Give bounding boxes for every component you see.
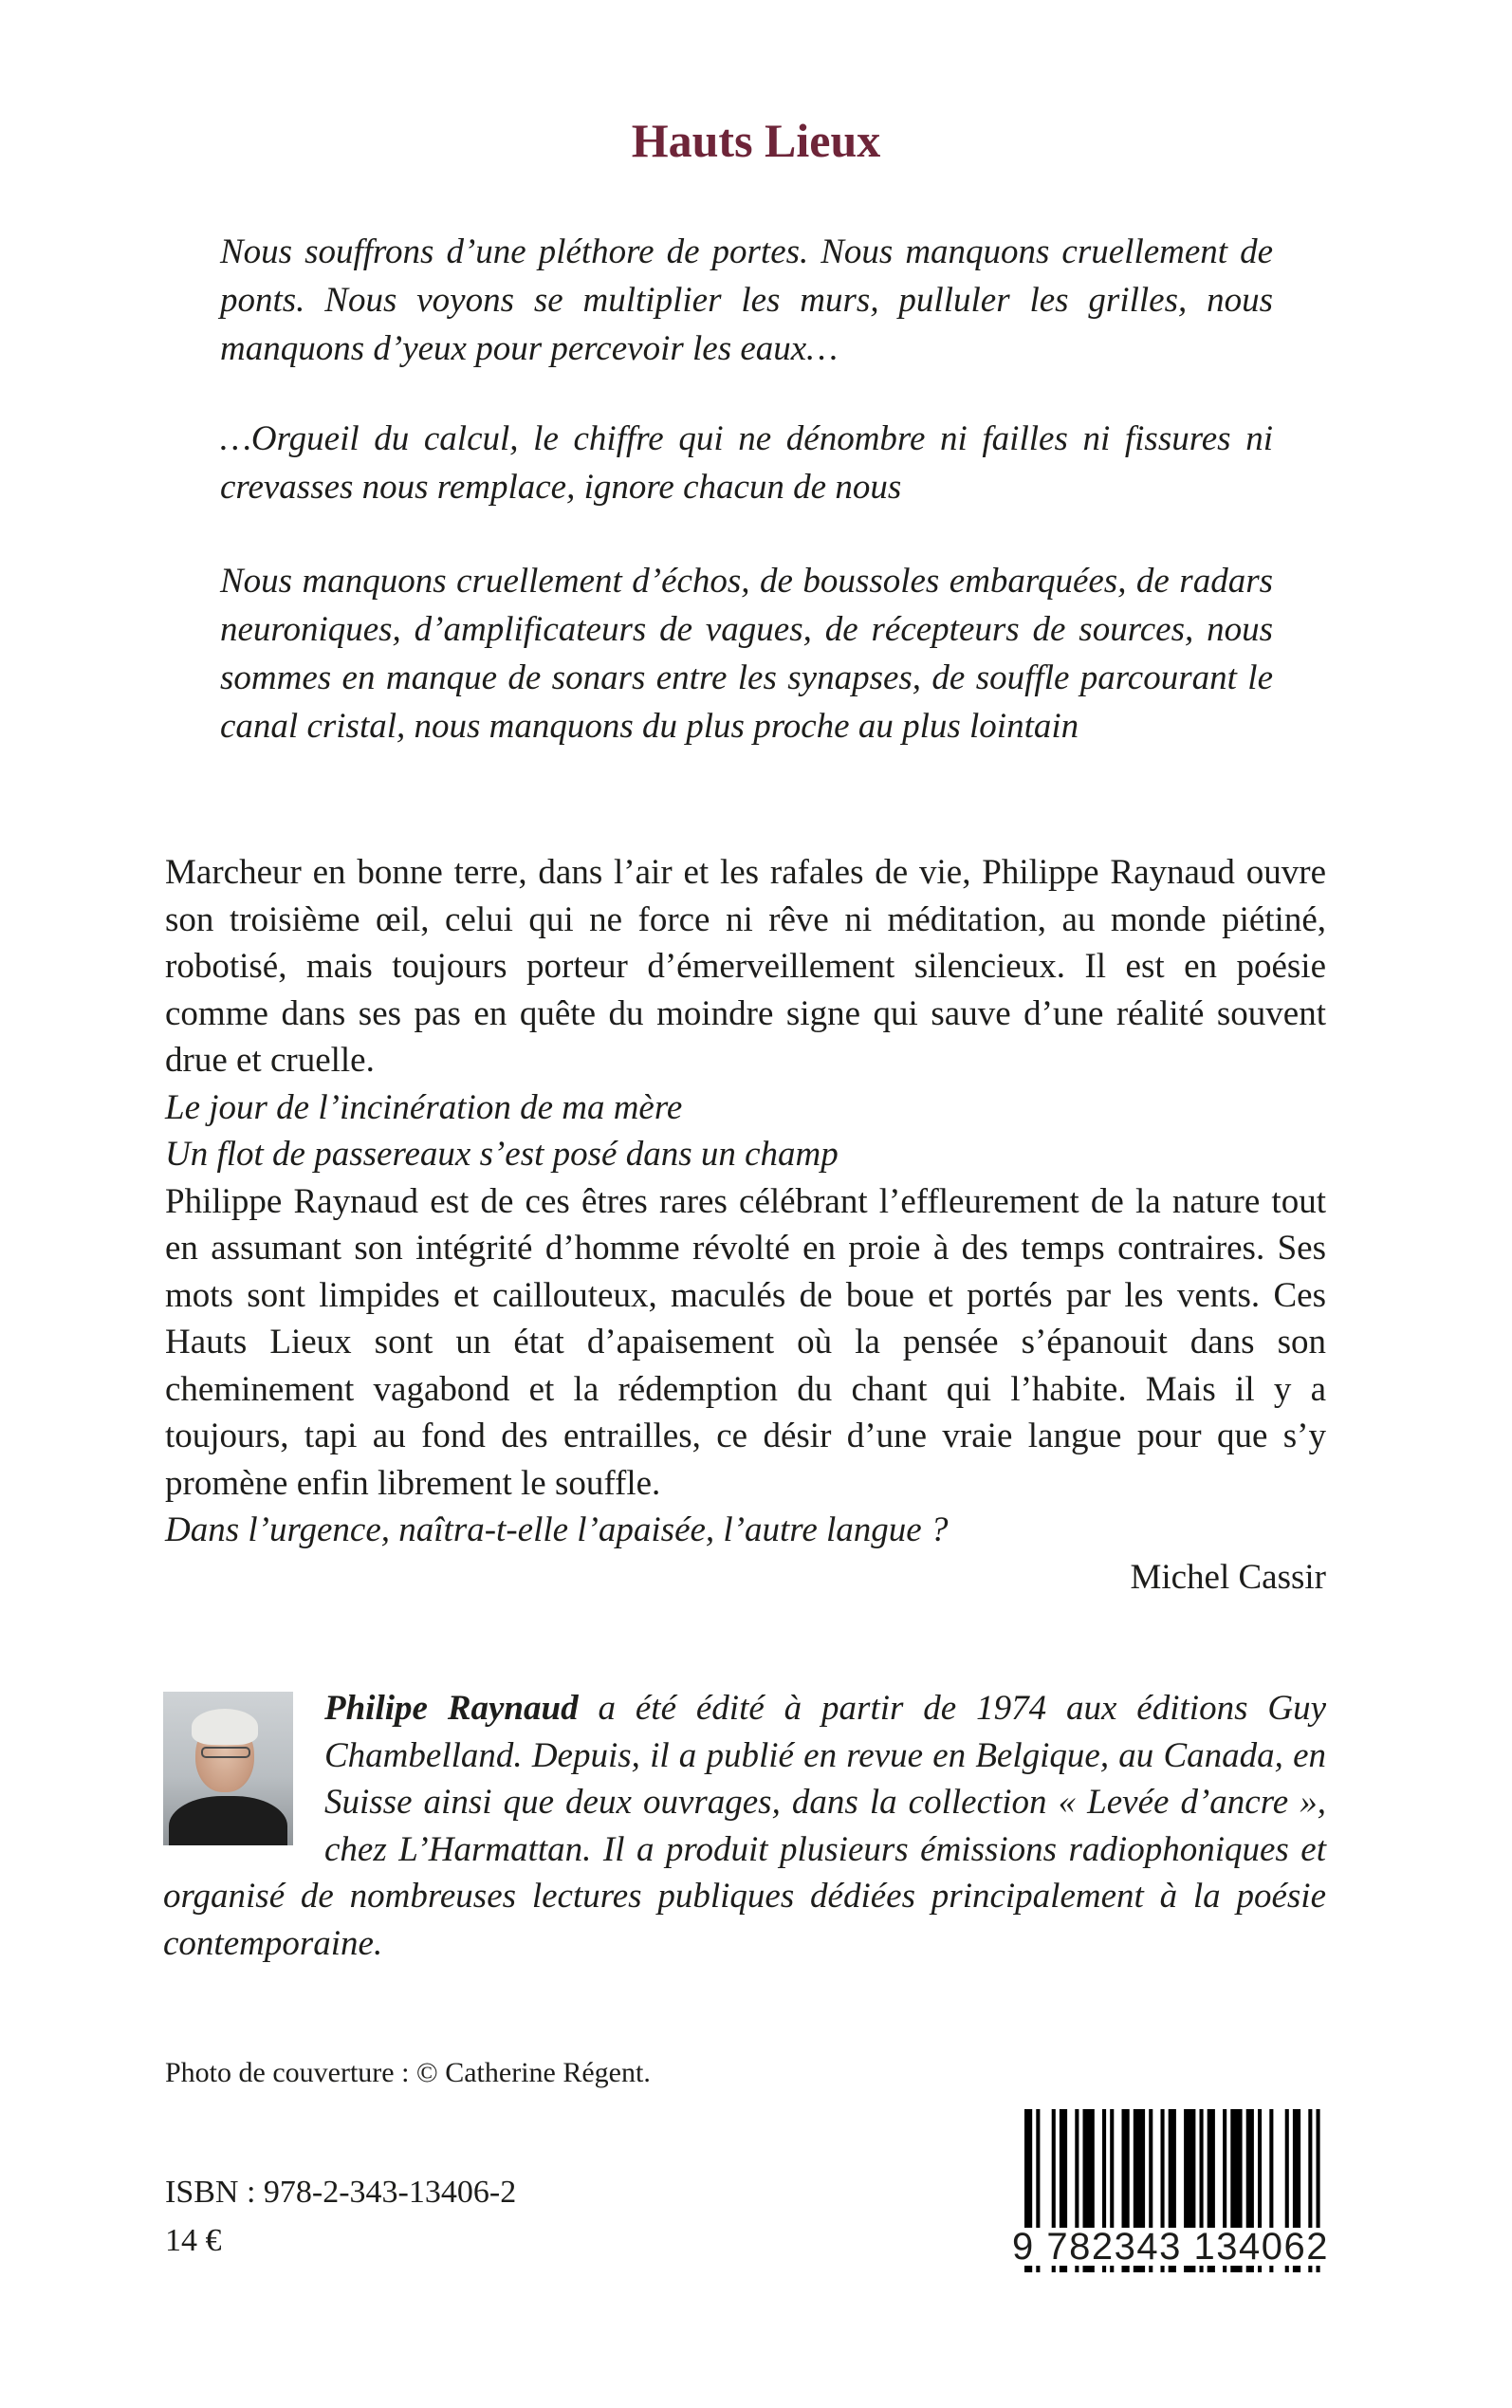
author-bio — [163, 1685, 1326, 1967]
author-bio-text: a été édité à partir de 1974 aux éditions Guy Chambelland. Depuis, il a publié en revue en Belgique, au Canada, en Suisse ainsi que deux ouvrages, dans la collection « Levée d’ancre », chez L’Harmattan. Il a produit plusieurs émissions radiophoniques et organisé de nombreuses lectures publiques dédiées principalement à la poésie contemporaine. — [163, 1689, 1326, 1963]
price: 14 € — [165, 2223, 222, 2258]
presentation-text — [165, 849, 1326, 1601]
author-name: Philipe Raynaud — [324, 1689, 579, 1728]
epigraph-quote-2: …Orgueil du calcul, le chiffre qui ne dénombre ni failles ni fissures ni crevasses nous remplace, ignore chacun de nous — [220, 419, 1273, 507]
barcode-digits: 9 782343 134062 — [1012, 2226, 1329, 2268]
signature: Michel Cassir — [1130, 1557, 1326, 1597]
poem-verse-1: Le jour de l’incinération de ma mère — [165, 1087, 683, 1127]
epigraph-quote-3: Nous manquons cruellement d’échos, de boussoles embarquées, de radars neuroniques, d’amplificateurs de vagues, de récepteurs de sources, nous sommes en manque de sonars entre les synapses, de souffle parcourant le canal cristal, nous manquons du plus proche au plus lointain — [220, 562, 1273, 746]
book-title: Hauts Lieux — [631, 114, 881, 167]
epigraph-quote-1: Nous souffrons d’une pléthore de portes. Nous manquons cruellement de ponts. Nous voyons se multiplier les murs, pulluler les grilles, nous manquons d’yeux pour percevoir les eaux… — [220, 232, 1273, 368]
presentation-paragraph-1: Marcheur en bonne terre, dans l’air et les rafales de vie, Philippe Raynaud ouvre son troisième œil, celui qui ne force ni rêve ni méditation, au monde piétiné, robotisé, mais toujours porteur d’émerveillement silencieux. Il est en poésie comme dans ses pas en quête du moindre signe qui sauve d’une réalité souvent drue et cruelle. — [165, 853, 1326, 1080]
closing-question: Dans l’urgence, naîtra-t-elle l’apaisée, l’autre langue ? — [165, 1510, 949, 1549]
presentation-paragraph-2: Philippe Raynaud est de ces êtres rares célébrant l’effleurement de la nature tout en assumant son intégrité d’homme révolté en proie à des temps contraires. Ses mots sont limpides et caillouteux, maculés de boue et portés par les vents. Ces Hauts Lieux sont un état d’apaisement où la pensée s’épanouit dans son cheminement vagabond et la rédemption du chant qui l’habite. Mais il y a toujours, tapi au fond des entrailles, ce désir d’une vraie langue pour que s’y promène enfin librement le souffle. — [165, 1181, 1326, 1503]
poem-verse-2: Un flot de passereaux s’est posé dans un champ — [165, 1135, 839, 1174]
isbn: ISBN : 978-2-343-13406-2 — [165, 2175, 517, 2210]
cover-photo-credit: Photo de couverture : © Catherine Régent. — [165, 2057, 651, 2088]
